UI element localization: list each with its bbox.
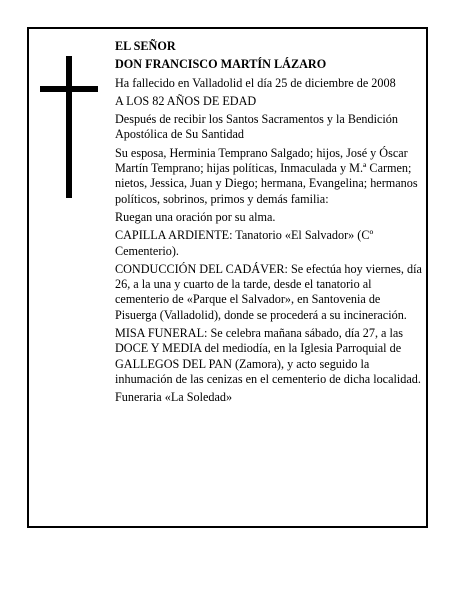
mass-info: MISA FUNERAL: Se celebra mañana sábado, día 27, a las DOCE Y MEDIA del mediodía, en la Iglesia Parroquial de GALLEGOS DEL PAN (Zamora), y acto seguido la inhumación de las cenizas en el cementerio de dicha localidad. (115, 326, 421, 386)
notice-text (115, 39, 424, 409)
age-line: A LOS 82 AÑOS DE EDAD (115, 93, 257, 108)
procession-info (115, 262, 424, 323)
procession-text: Se efectúa hoy viernes, día 26, a la una y cuarto de la tarde, desde el tanatorio al cementerio de «Parque el Salvador», en Santovenia de Pisuerga (Valladolid), donde se procederá a su incineración. (115, 261, 422, 322)
cross-icon (40, 56, 98, 198)
chapel-info: CAPILLA ARDIENTE: Tanatorio «El Salvador» (Cº Cementerio). (115, 228, 374, 258)
notice-title: EL SEÑOR (115, 39, 176, 53)
deceased-name: DON FRANCISCO MARTÍN LÁZARO (115, 57, 327, 72)
death-info: Ha fallecido en Valladolid el día 25 de diciembre de 2008 (115, 75, 396, 90)
sacraments-line: Después de recibir los Santos Sacramentos y la Bendición Apostólica de Su Santidad (115, 112, 398, 142)
procession-label: CONDUCCIÓN DEL CADÁVER: (115, 261, 288, 276)
family-list: Su esposa, Herminia Temprano Salgado; hijos, José y Óscar Martín Temprano; hijas políticas, Inmaculada y M.ª Carmen; nietos, Jessica, Juan y Diego; hermana, Evangelina; hermanos políticos, sobrinos, primos y demás familia: (115, 145, 418, 206)
funeral-home: Funeraria «La Soledad» (115, 390, 233, 405)
cross-horizontal-bar (40, 86, 98, 92)
prayer-request: Ruegan una oración por su alma. (115, 209, 276, 224)
obituary-notice (27, 27, 428, 528)
cross-vertical-bar (66, 56, 72, 198)
